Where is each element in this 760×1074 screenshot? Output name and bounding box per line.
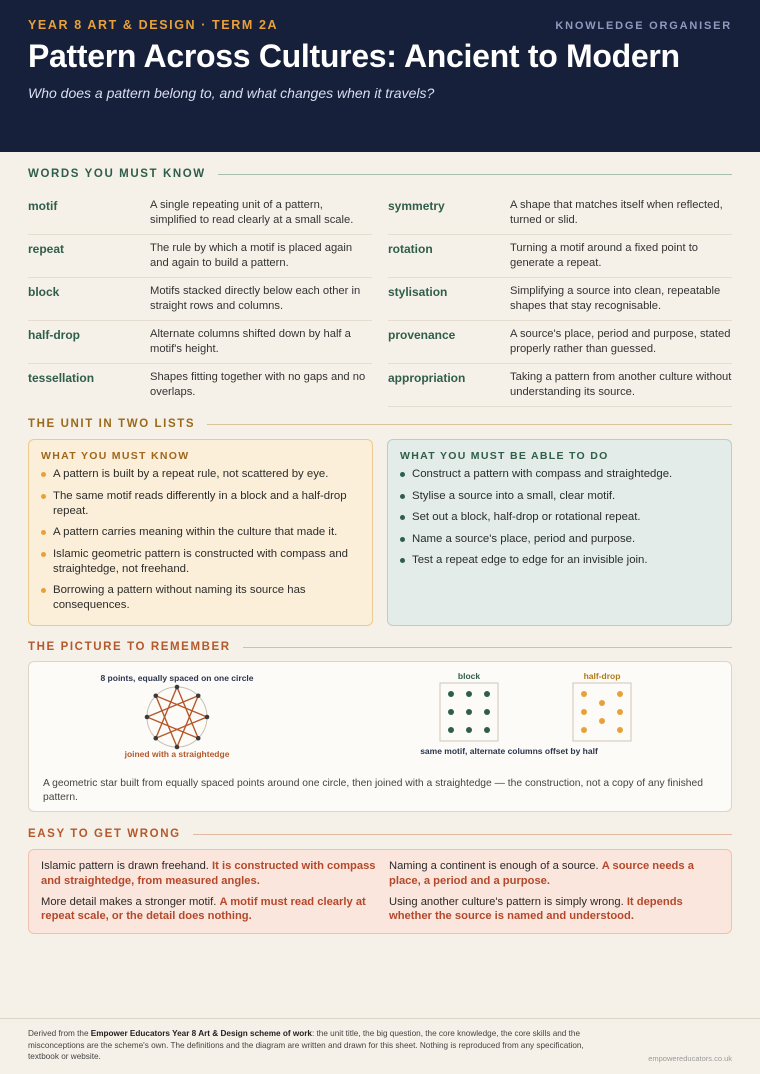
picture-section <box>28 641 732 812</box>
motif-dot <box>448 691 454 697</box>
motif-dot <box>448 709 454 715</box>
misconception-item <box>389 895 725 925</box>
motif-dot <box>599 700 605 706</box>
vocab-row <box>28 321 372 364</box>
motif-dot <box>617 691 623 697</box>
motif-dot <box>617 709 623 715</box>
construction-point <box>175 685 180 690</box>
bullet-dot <box>41 472 46 477</box>
motif-dot <box>581 727 587 733</box>
big-question: Who does a pattern belong to, and what changes when it travels? <box>28 85 435 101</box>
vocab-row <box>388 278 732 321</box>
bullet-dot <box>400 515 405 520</box>
vocab-definition: Simplifying a source into clean, repeatable shapes that stay recognisable. <box>510 285 721 312</box>
list-item-text: Name a source's place, period and purpose. <box>412 532 636 545</box>
list-item <box>400 532 719 547</box>
divider <box>243 647 732 648</box>
vocab-term: stylisation <box>388 285 448 299</box>
construction-point <box>196 693 201 698</box>
bullet-dot <box>400 537 405 542</box>
motif-dot <box>484 727 490 733</box>
vocab-definition: The rule by which a motif is placed again and again to build a pattern. <box>150 242 353 269</box>
vocab-term: block <box>28 285 60 299</box>
misconception-fix: A motif must read clearly at repeat scale, or the detail does nothing. <box>41 895 366 922</box>
misconception-fix: A source needs a place, a period and a purpose. <box>389 860 694 887</box>
unit-section <box>28 418 732 626</box>
vocab-grid <box>28 192 732 407</box>
misconception-item <box>389 859 725 889</box>
vocab-row <box>388 364 732 407</box>
source-note-lead: Derived from the <box>28 1029 91 1038</box>
motif-dot <box>466 691 472 697</box>
vocab-term: appropriation <box>388 371 466 385</box>
motif-dot <box>466 709 472 715</box>
bullet-dot <box>41 552 46 557</box>
motif-dot <box>466 727 472 733</box>
geometric-star-icon <box>145 685 210 750</box>
misconception-item <box>41 895 377 925</box>
vocab-term: tessellation <box>28 371 95 385</box>
vocab-definition: A single repeating unit of a pattern, simplified to read clearly at a small scale. <box>150 199 354 226</box>
unit-heading <box>28 418 732 430</box>
divider <box>193 834 732 835</box>
divider <box>218 174 732 175</box>
construction-point <box>196 736 201 741</box>
unit-lists <box>28 439 732 626</box>
vocab-row <box>28 192 372 235</box>
vocab-heading <box>28 168 732 180</box>
vocab-definition: Taking a pattern from another culture without understanding its source. <box>510 371 732 398</box>
list-item-text: Test a repeat edge to edge for an invisible join. <box>412 554 648 566</box>
vocab-term: motif <box>28 199 58 213</box>
vocab-row <box>388 235 732 278</box>
vocab-term: repeat <box>28 242 65 256</box>
block-label: block <box>457 671 481 681</box>
vocab-definition: A source's place, period and purpose, stated properly rather than guessed. <box>510 328 731 355</box>
bullet-dot <box>41 588 46 593</box>
diagram-panel <box>28 661 732 812</box>
list-item <box>41 489 360 519</box>
header <box>0 0 760 152</box>
misconceptions-heading <box>28 828 732 840</box>
footer-url: empowereducators.co.uk <box>648 1054 732 1063</box>
must-know-box <box>28 439 373 626</box>
halfdrop-label: half-drop <box>583 671 621 681</box>
picture-heading <box>28 641 732 653</box>
picture-heading-text: THE PICTURE TO REMEMBER <box>28 641 231 653</box>
list-item-text: Construct a pattern with compass and straightedge. <box>412 468 673 480</box>
source-note <box>28 1028 588 1063</box>
list-item <box>41 467 360 482</box>
able-to-do-title: WHAT YOU MUST BE ABLE TO DO <box>400 450 609 462</box>
construction-point <box>145 715 150 720</box>
vocab-definition: Turning a motif around a fixed point to generate a repeat. <box>510 242 699 269</box>
motif-dot <box>484 691 490 697</box>
vocab-definition: Motifs stacked directly below each other in straight rows and columns. <box>150 285 361 312</box>
list-item-text: A pattern carries meaning within the culture that made it. <box>53 526 338 538</box>
list-item <box>41 583 360 613</box>
must-know-list <box>41 467 360 613</box>
halfdrop-repeat-icon <box>581 691 623 733</box>
vocab-row <box>28 278 372 321</box>
vocab-definition: A shape that matches itself when reflected, turned or slid. <box>510 199 723 226</box>
vocab-section <box>28 168 732 407</box>
list-item <box>400 553 719 568</box>
misconception-fix: It is constructed with compass and straightedge, from measured angles. <box>41 860 376 887</box>
list-item <box>41 547 360 577</box>
document-type-label: KNOWLEDGE ORGANISER <box>555 20 732 32</box>
list-item <box>41 525 360 540</box>
motif-dot <box>599 718 605 724</box>
list-item <box>400 510 719 525</box>
star-bottom-label: joined with a straightedge <box>124 749 230 759</box>
star-top-label: 8 points, equally spaced on one circle <box>100 673 254 683</box>
block-repeat-icon <box>448 691 490 733</box>
repeat-caption: same motif, alternate columns offset by half <box>420 746 598 756</box>
motif-dot <box>484 709 490 715</box>
motif-dot <box>581 691 587 697</box>
vocab-column-left <box>28 192 372 407</box>
list-item-text: A pattern is built by a repeat rule, not scattered by eye. <box>53 468 329 480</box>
must-know-title: WHAT YOU MUST KNOW <box>41 450 190 462</box>
list-item <box>400 489 719 504</box>
able-to-do-list <box>400 467 719 568</box>
misconceptions-section <box>28 828 732 934</box>
misconceptions-heading-text: EASY TO GET WRONG <box>28 828 181 840</box>
kicker: YEAR 8 ART & DESIGN · TERM 2A <box>28 18 279 32</box>
vocab-term: symmetry <box>388 199 445 213</box>
motif-dot <box>448 727 454 733</box>
footer <box>0 1018 760 1063</box>
vocab-row <box>388 192 732 235</box>
construction-point <box>153 736 158 741</box>
vocab-heading-text: WORDS YOU MUST KNOW <box>28 168 206 180</box>
source-name: Empower Educators Year 8 Art & Design scheme of work <box>90 1029 312 1038</box>
bullet-dot <box>400 472 405 477</box>
vocab-term: provenance <box>388 328 456 342</box>
source-note-rest: : the unit title, the big question, the core knowledge, the core skills and the misconceptions are the scheme's own. The definitions and the diagram are written and drawn for this sheet. Nothing is reproduced from any specification, textbook or website. <box>28 1029 584 1061</box>
list-item <box>400 467 719 482</box>
divider <box>207 424 732 425</box>
vocab-row <box>28 235 372 278</box>
motif-dot <box>617 727 623 733</box>
vocab-term: half-drop <box>28 328 80 342</box>
able-to-do-box <box>387 439 732 626</box>
vocab-row <box>388 321 732 364</box>
misconception-claim: Islamic pattern is drawn freehand. <box>41 860 209 872</box>
vocab-row <box>28 364 372 407</box>
bullet-dot <box>400 494 405 499</box>
unit-heading-text: THE UNIT IN TWO LISTS <box>28 418 196 430</box>
bullet-dot <box>41 494 46 499</box>
misconception-item <box>41 859 377 889</box>
motif-dot <box>581 709 587 715</box>
vocab-column-right <box>388 192 732 407</box>
misconceptions-box <box>28 849 732 934</box>
vocab-definition: Shapes fitting together with no gaps and no overlaps. <box>150 371 366 398</box>
list-item-text: Set out a block, half-drop or rotational repeat. <box>412 511 641 523</box>
misconception-fix: It depends whether the source is named and understood. <box>389 895 683 922</box>
list-item-text: Islamic geometric pattern is constructed with compass and straightedge, not freehand. <box>53 547 349 575</box>
construction-point <box>205 715 210 720</box>
list-item-text: Borrowing a pattern without naming its source has consequences. <box>53 584 306 611</box>
diagram-caption: A geometric star built from equally spaced points around one circle, then joined with a straightedge — the construction, not a copy of any finished pattern. <box>43 778 703 803</box>
page-title: Pattern Across Cultures: Ancient to Modern <box>28 38 680 74</box>
misconception-claim: Naming a continent is enough of a source. <box>389 860 599 872</box>
bullet-dot <box>41 530 46 535</box>
list-item-text: Stylise a source into a small, clear motif. <box>412 489 616 502</box>
construction-point <box>153 693 158 698</box>
vocab-term: rotation <box>388 242 433 256</box>
bullet-dot <box>400 558 405 563</box>
vocab-definition: Alternate columns shifted down by half a motif's height. <box>150 328 351 355</box>
misconception-claim: More detail makes a stronger motif. <box>41 895 217 908</box>
misconception-claim: Using another culture's pattern is simply wrong. <box>389 895 624 908</box>
list-item-text: The same motif reads differently in a block and a half-drop repeat. <box>53 489 347 517</box>
